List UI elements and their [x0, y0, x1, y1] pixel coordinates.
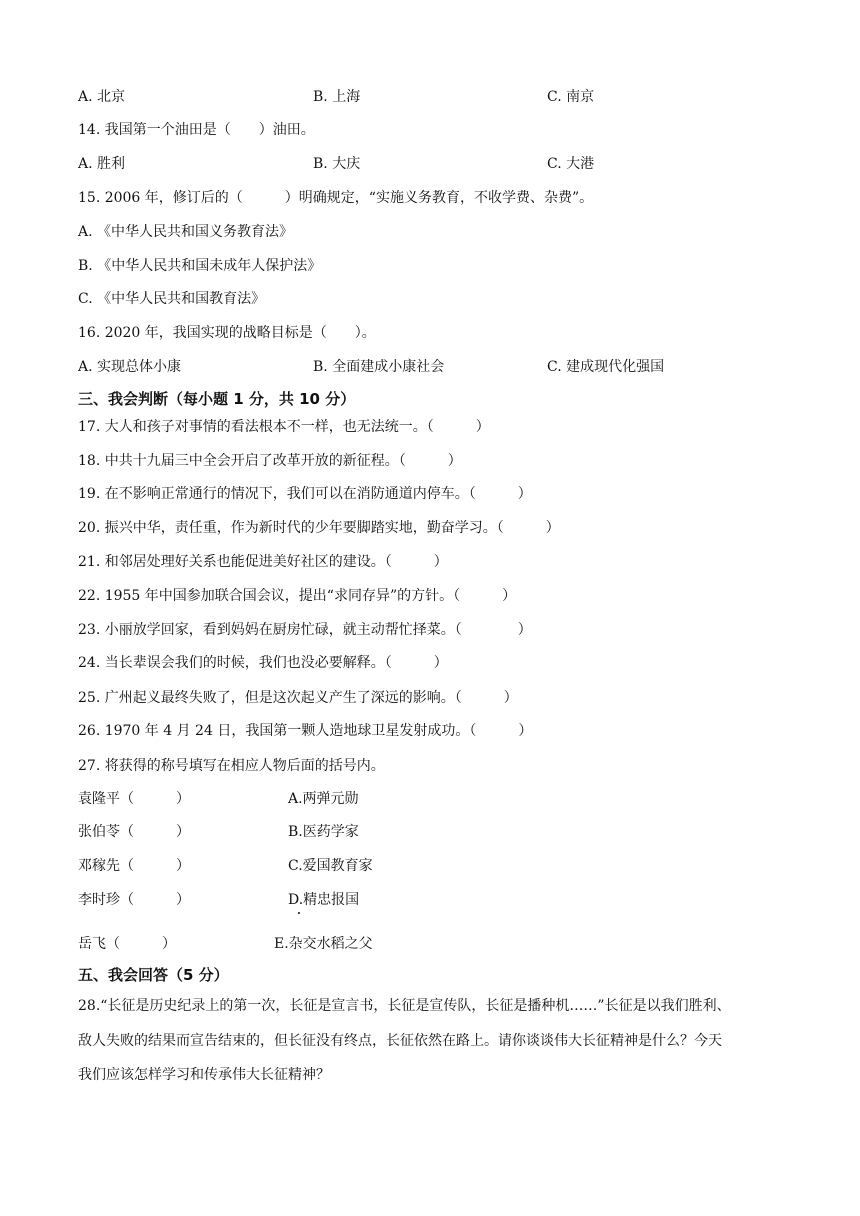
match-row	[78, 789, 578, 809]
q27-stem: 27. 将获得的称号填写在相应人物后面的括号内。	[78, 758, 385, 774]
match-person: 邓稼先（ ）	[78, 858, 190, 874]
match-row	[78, 856, 578, 876]
judge-item-18: 18. 中共十九届三中全会开启了改革开放的新征程。（ ）	[78, 453, 462, 469]
match-title: C.爱国教育家	[288, 858, 373, 874]
option-a: A. 北京	[78, 89, 126, 105]
judge-item-19: 19. 在不影响正常通行的情况下，我们可以在消防通道内停车。（ ）	[78, 486, 532, 502]
section3-heading: 三、我会判断（每小题 1 分，共 10 分）	[78, 390, 356, 408]
q14-stem: 14. 我国第一个油田是（ ）油田。	[78, 122, 315, 138]
option-c: C. 建成现代化强国	[547, 359, 665, 375]
match-title: B.医药学家	[288, 824, 359, 840]
option-a: A. 实现总体小康	[78, 359, 182, 375]
stray-dot-mark	[298, 912, 300, 914]
match-row	[78, 822, 578, 842]
match-row	[78, 934, 578, 954]
option-c: C. 大港	[547, 156, 595, 172]
judge-item-20: 20. 振兴中华，责任重，作为新时代的少年要脚踏实地，勤奋学习。（ ）	[78, 520, 560, 536]
q14-options	[78, 154, 798, 174]
option-b: B. 上海	[313, 89, 361, 105]
match-row	[78, 890, 578, 910]
q15-option-b: B. 《中华人民共和国未成年人保护法》	[78, 258, 322, 274]
q28-line-1: 28.“长征是历史纪录上的第一次，长征是宣言书，长征是宣传队，长征是播种机……”长征是以我们胜利、	[78, 998, 731, 1014]
match-person: 李时珍（ ）	[78, 892, 190, 908]
q16-options	[78, 357, 798, 377]
judge-item-21: 21. 和邻居处理好关系也能促进美好社区的建设。（ ）	[78, 554, 448, 570]
q15-option-a: A. 《中华人民共和国义务教育法》	[78, 224, 294, 240]
q15-stem: 15. 2006 年，修订后的（ ）明确规定，“实施义务教育，不收学费、杂费”。	[78, 190, 594, 206]
match-person: 岳飞（ ）	[78, 936, 176, 952]
option-b: B. 全面建成小康社会	[313, 359, 445, 375]
q15-option-c: C. 《中华人民共和国教育法》	[78, 291, 266, 307]
judge-item-25: 25. 广州起义最终失败了，但是这次起义产生了深远的影响。（ ）	[78, 690, 518, 706]
match-person: 袁隆平（ ）	[78, 791, 190, 807]
judge-item-26: 26. 1970 年 4 月 24 日，我国第一颗人造地球卫星发射成功。（ ）	[78, 723, 533, 739]
judge-item-17: 17. 大人和孩子对事情的看法根本不一样，也无法统一。（ ）	[78, 419, 490, 435]
q16-stem: 16. 2020 年，我国实现的战略目标是（ ）。	[78, 325, 376, 341]
option-a: A. 胜利	[78, 156, 126, 172]
section5-heading: 五、我会回答（5 分）	[78, 966, 229, 984]
match-title: E.杂交水稻之父	[274, 936, 373, 952]
option-c: C. 南京	[547, 89, 595, 105]
match-title: A.两弹元勋	[288, 791, 359, 807]
judge-item-23: 23. 小丽放学回家，看到妈妈在厨房忙碌，就主动帮忙择菜。（ ）	[78, 622, 532, 638]
match-title: D.精忠报国	[288, 892, 360, 908]
q28-line-2: 敌人失败的结果而宣告结束的，但长征没有终点，长征依然在路上。请你谈谈伟大长征精神是什么？今天	[78, 1033, 722, 1049]
match-person: 张伯苓（ ）	[78, 824, 190, 840]
q28-line-3: 我们应该怎样学习和传承伟大长征精神？	[78, 1067, 330, 1083]
option-b: B. 大庆	[313, 156, 361, 172]
judge-item-22: 22. 1955 年中国参加联合国会议，提出“求同存异”的方针。（ ）	[78, 588, 517, 604]
q13-options	[78, 87, 798, 107]
judge-item-24: 24. 当长辈误会我们的时候，我们也没必要解释。（ ）	[78, 655, 448, 671]
